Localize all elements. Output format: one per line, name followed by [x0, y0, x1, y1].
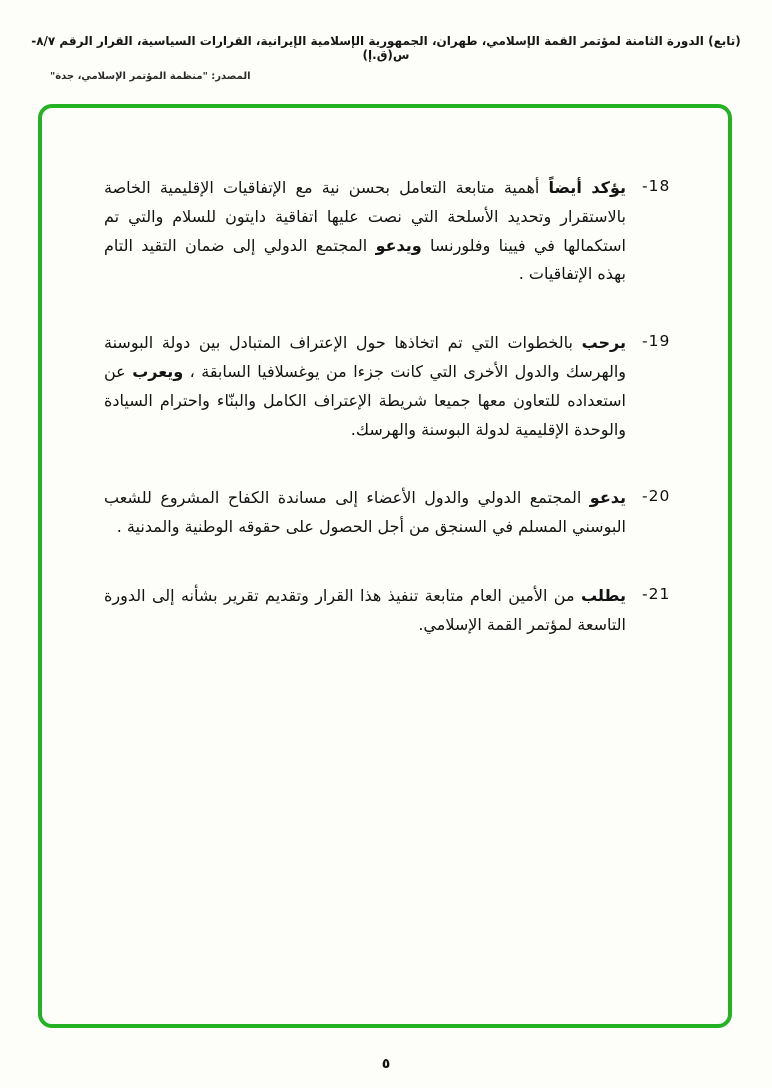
item-keyword: ويدعو — [375, 235, 422, 255]
item-text — [104, 484, 626, 542]
item-number: -19 — [642, 332, 671, 351]
resolution-items — [42, 108, 728, 640]
resolution-item-21 — [104, 582, 686, 640]
item-body-text: من الأمين العام متابعة تنفيذ هذا القرار وتقديم تقرير بشأنه إلى الدورة التاسعة لمؤتمر القمة الإسلامي. — [104, 585, 626, 634]
item-body-text: بالخطوات التي تم اتخاذها حول الإعتراف المتبادل بين دولة البوسنة والهرسك والدول الأخرى التي كانت جزءا من يوغسلافيا السابقة ، — [104, 333, 627, 381]
item-body-text: أهمية متابعة التعامل بحسن نية مع الإتفاقيات الإقليمية الخاصة بالاستقرار وتحديد الأسلحة التي نصت عليها اتفاقية دايتون للسلام والتي تم استكمالها في فيينا وفلورنسا — [104, 178, 626, 255]
header-citation: (تابع) الدورة الثامنة لمؤتمر القمة الإسلامي، طهران، الجمهورية الإسلامية الإيرانية، القرارات السياسية، القرار الرقم ٨/٧-س(ق.إ) — [31, 34, 741, 62]
item-lead-word: يرحب — [581, 333, 626, 353]
header-source: المصدر: "منظمة المؤتمر الإسلامي، جدة" — [50, 71, 251, 82]
item-body-text: عن استعداده للتعاون معها جميعا شريطة الإعتراف الكامل والبنّاء واحترام السيادة والوحدة الإقليمية لدولة البوسنة والهرسك. — [104, 361, 626, 439]
item-number: -18 — [642, 177, 671, 195]
item-keyword: ويعرب — [132, 361, 184, 381]
item-text — [104, 329, 626, 444]
item-body-text: المجتمع الدولي والدول الأعضاء إلى مساندة الكفاح المشروع للشعب البوسني المسلم في السنجق من أجل الحصول على حقوقه الوطنية والمدنية . — [104, 488, 626, 537]
item-lead-word: يؤكد أيضاً — [548, 178, 627, 197]
resolution-item-18 — [104, 174, 686, 289]
document-header — [0, 0, 772, 82]
item-number: -20 — [642, 487, 671, 506]
item-text — [104, 174, 626, 289]
resolution-item-20 — [104, 484, 686, 542]
item-body-text: المجتمع الدولي إلى ضمان التقيد التام بهذه الإتفاقيات . — [104, 235, 626, 284]
item-text — [104, 582, 626, 640]
page-number: ٥ — [381, 1056, 391, 1072]
item-lead-word: يطلب — [580, 585, 626, 605]
item-number: -21 — [642, 584, 671, 603]
content-frame — [38, 104, 732, 1028]
item-lead-word: يدعو — [589, 488, 626, 508]
resolution-item-19 — [104, 329, 686, 444]
